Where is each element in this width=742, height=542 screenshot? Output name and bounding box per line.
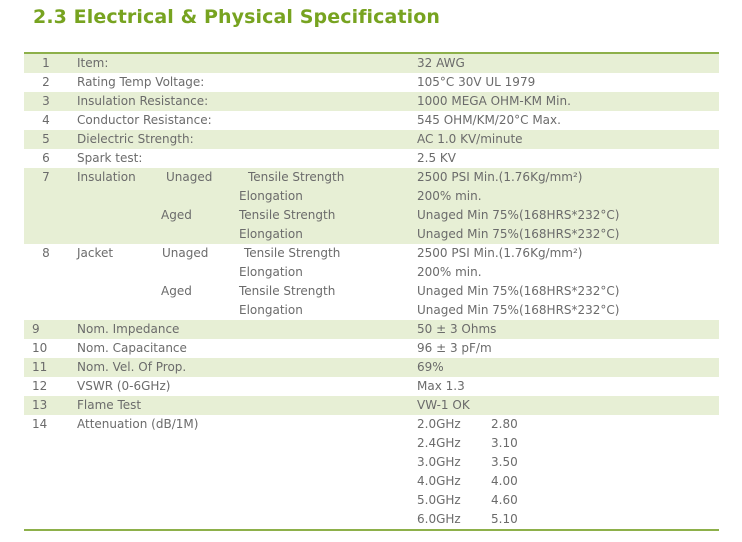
table-row bbox=[24, 130, 719, 149]
row-number: 11 bbox=[32, 360, 48, 374]
table-cell: VSWR (0-6GHz) bbox=[77, 379, 171, 393]
section-title: 2.3 Electrical & Physical Specification bbox=[33, 6, 441, 28]
table-cell: 96 ± 3 pF/m bbox=[417, 341, 492, 355]
table-cell: 545 OHM/KM/20°C Max. bbox=[417, 113, 561, 127]
table-cell: Spark test: bbox=[77, 151, 143, 165]
table-cell: 2500 PSI Min.(1.76Kg/mm²) bbox=[417, 170, 583, 184]
table-cell: 4.0GHz bbox=[417, 474, 461, 488]
table-cell: Tensile Strength bbox=[244, 246, 341, 260]
row-number: 8 bbox=[42, 246, 50, 260]
row-number: 2 bbox=[42, 75, 50, 89]
table-cell: Unaged bbox=[166, 170, 213, 184]
table-cell: 6.0GHz bbox=[417, 512, 461, 526]
row-number: 6 bbox=[42, 151, 50, 165]
row-number: 9 bbox=[32, 322, 40, 336]
table-row bbox=[24, 434, 719, 453]
table-row bbox=[24, 73, 719, 92]
table-row bbox=[24, 187, 719, 206]
table-cell: 3.10 bbox=[491, 436, 518, 450]
table-row bbox=[24, 358, 719, 377]
table-cell: Conductor Resistance: bbox=[77, 113, 212, 127]
table-cell: Unaged Min 75%(168HRS*232°C) bbox=[417, 303, 620, 317]
table-cell: Insulation Resistance: bbox=[77, 94, 209, 108]
table-row bbox=[24, 54, 719, 73]
table-row bbox=[24, 225, 719, 244]
table-cell: AC 1.0 KV/minute bbox=[417, 132, 523, 146]
table-row bbox=[24, 206, 719, 225]
table-cell: 2.0GHz bbox=[417, 417, 461, 431]
table-cell: Item: bbox=[77, 56, 109, 70]
row-number: 13 bbox=[32, 398, 48, 412]
table-row bbox=[24, 453, 719, 472]
table-cell: 105°C 30V UL 1979 bbox=[417, 75, 536, 89]
table-row bbox=[24, 263, 719, 282]
table-cell: Nom. Vel. Of Prop. bbox=[77, 360, 187, 374]
table-cell: 2.5 KV bbox=[417, 151, 456, 165]
table-row bbox=[24, 301, 719, 320]
table-row bbox=[24, 510, 719, 529]
table-row bbox=[24, 111, 719, 130]
table-cell: 2500 PSI Min.(1.76Kg/mm²) bbox=[417, 246, 583, 260]
table-cell: 2.80 bbox=[491, 417, 518, 431]
table-cell: Aged bbox=[161, 284, 192, 298]
row-number: 3 bbox=[42, 94, 50, 108]
row-number: 4 bbox=[42, 113, 50, 127]
table-cell: 50 ± 3 Ohms bbox=[417, 322, 497, 336]
table-cell: Unaged Min 75%(168HRS*232°C) bbox=[417, 227, 620, 241]
table-cell: 2.4GHz bbox=[417, 436, 461, 450]
row-number: 5 bbox=[42, 132, 50, 146]
table-row bbox=[24, 377, 719, 396]
table-cell: Max 1.3 bbox=[417, 379, 465, 393]
table-cell: 1000 MEGA OHM-KM Min. bbox=[417, 94, 571, 108]
table-cell: Unaged Min 75%(168HRS*232°C) bbox=[417, 208, 620, 222]
table-cell: Tensile Strength bbox=[239, 208, 336, 222]
table-cell: Elongation bbox=[239, 303, 303, 317]
table-cell: Insulation bbox=[77, 170, 136, 184]
table-cell: Attenuation (dB/1M) bbox=[77, 417, 199, 431]
table-row bbox=[24, 472, 719, 491]
table-cell: Unaged Min 75%(168HRS*232°C) bbox=[417, 284, 620, 298]
table-cell: Aged bbox=[161, 208, 192, 222]
table-cell: 3.0GHz bbox=[417, 455, 461, 469]
table-row bbox=[24, 149, 719, 168]
table-row bbox=[24, 320, 719, 339]
table-row bbox=[24, 415, 719, 434]
table-cell: Rating Temp Voltage: bbox=[77, 75, 205, 89]
row-number: 7 bbox=[42, 170, 50, 184]
table-row bbox=[24, 168, 719, 187]
table-cell: Jacket bbox=[77, 246, 114, 260]
table-cell: Unaged bbox=[162, 246, 209, 260]
row-number: 1 bbox=[42, 56, 50, 70]
table-cell: 5.0GHz bbox=[417, 493, 461, 507]
table-cell: Flame Test bbox=[77, 398, 142, 412]
table-row bbox=[24, 92, 719, 111]
table-cell: 3.50 bbox=[491, 455, 518, 469]
table-cell: 5.10 bbox=[491, 512, 518, 526]
spec-table bbox=[24, 52, 719, 531]
table-cell: Elongation bbox=[239, 189, 303, 203]
table-cell: 4.60 bbox=[491, 493, 518, 507]
row-number: 14 bbox=[32, 417, 48, 431]
table-cell: Elongation bbox=[239, 265, 303, 279]
table-row bbox=[24, 491, 719, 510]
table-cell: Dielectric Strength: bbox=[77, 132, 194, 146]
row-number: 12 bbox=[32, 379, 48, 393]
table-row bbox=[24, 339, 719, 358]
table-cell: 69% bbox=[417, 360, 444, 374]
table-row bbox=[24, 282, 719, 301]
table-cell: Nom. Impedance bbox=[77, 322, 180, 336]
table-cell: Tensile Strength bbox=[248, 170, 345, 184]
table-cell: Tensile Strength bbox=[239, 284, 336, 298]
table-cell: 32 AWG bbox=[417, 56, 465, 70]
table-row bbox=[24, 396, 719, 415]
table-cell: Nom. Capacitance bbox=[77, 341, 187, 355]
table-cell: 4.00 bbox=[491, 474, 518, 488]
table-cell: 200% min. bbox=[417, 189, 482, 203]
table-cell: VW-1 OK bbox=[417, 398, 470, 412]
table-cell: Elongation bbox=[239, 227, 303, 241]
row-number: 10 bbox=[32, 341, 48, 355]
table-cell: 200% min. bbox=[417, 265, 482, 279]
table-row bbox=[24, 244, 719, 263]
